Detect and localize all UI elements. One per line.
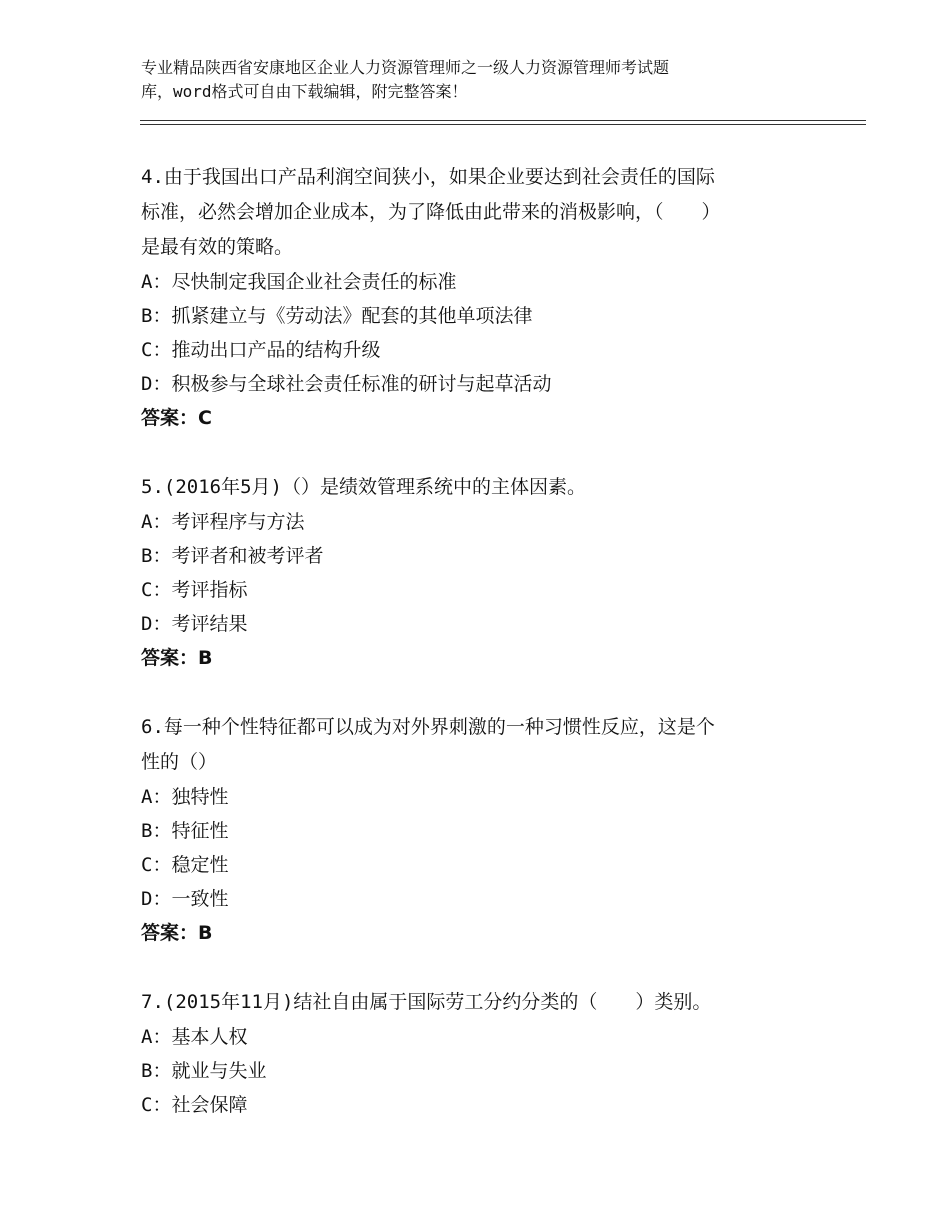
answer: 答案：B [141,922,213,944]
question-stem-line: 性的（） [141,751,218,773]
option-c: C：考评指标 [141,579,248,601]
question-stem-line: 5.(2016年5月)（）是绩效管理系统中的主体因素。 [141,476,586,498]
header-line-2: 库，word格式可自由下载编辑，附完整答案！ [141,82,468,101]
question-stem-line: 4.由于我国出口产品利润空间狭小，如果企业要达到社会责任的国际 [141,166,715,188]
option-b: B：特征性 [141,820,229,842]
answer: 答案：B [141,647,213,669]
option-d: D：一致性 [141,888,229,910]
option-d: D：考评结果 [141,613,248,635]
option-b: B：考评者和被考评者 [141,545,324,567]
option-b: B：抓紧建立与《劳动法》配套的其他单项法律 [141,305,533,327]
option-c: C：社会保障 [141,1094,248,1116]
answer: 答案：C [141,407,212,429]
header-divider-bottom [140,124,866,125]
option-a: A：基本人权 [141,1026,248,1048]
question-stem-line: 6.每一种个性特征都可以成为对外界刺激的一种习惯性反应，这是个 [141,716,715,738]
option-c: C：推动出口产品的结构升级 [141,339,381,361]
header-line-1: 专业精品陕西省安康地区企业人力资源管理师之一级人力资源管理师考试题 [141,58,670,77]
option-d: D：积极参与全球社会责任标准的研讨与起草活动 [141,373,552,395]
question-item [141,160,821,435]
question-stem-line: 是最有效的策略。 [141,236,294,258]
question-stem-line: 标准，必然会增加企业成本，为了降低由此带来的消极影响，（ ） [141,201,721,223]
option-b: B：就业与失业 [141,1060,267,1082]
option-a: A：尽快制定我国企业社会责任的标准 [141,271,457,293]
option-a: A：独特性 [141,786,229,808]
question-item [141,710,821,950]
document-header [141,56,801,104]
option-a: A：考评程序与方法 [141,511,305,533]
header-divider-top [140,120,866,121]
option-c: C：稳定性 [141,854,229,876]
question-list [141,160,821,1122]
question-item [141,985,821,1122]
question-item [141,470,821,675]
question-stem-line: 7.(2015年11月)结社自由属于国际劳工分约分类的（ ）类别。 [141,991,712,1013]
